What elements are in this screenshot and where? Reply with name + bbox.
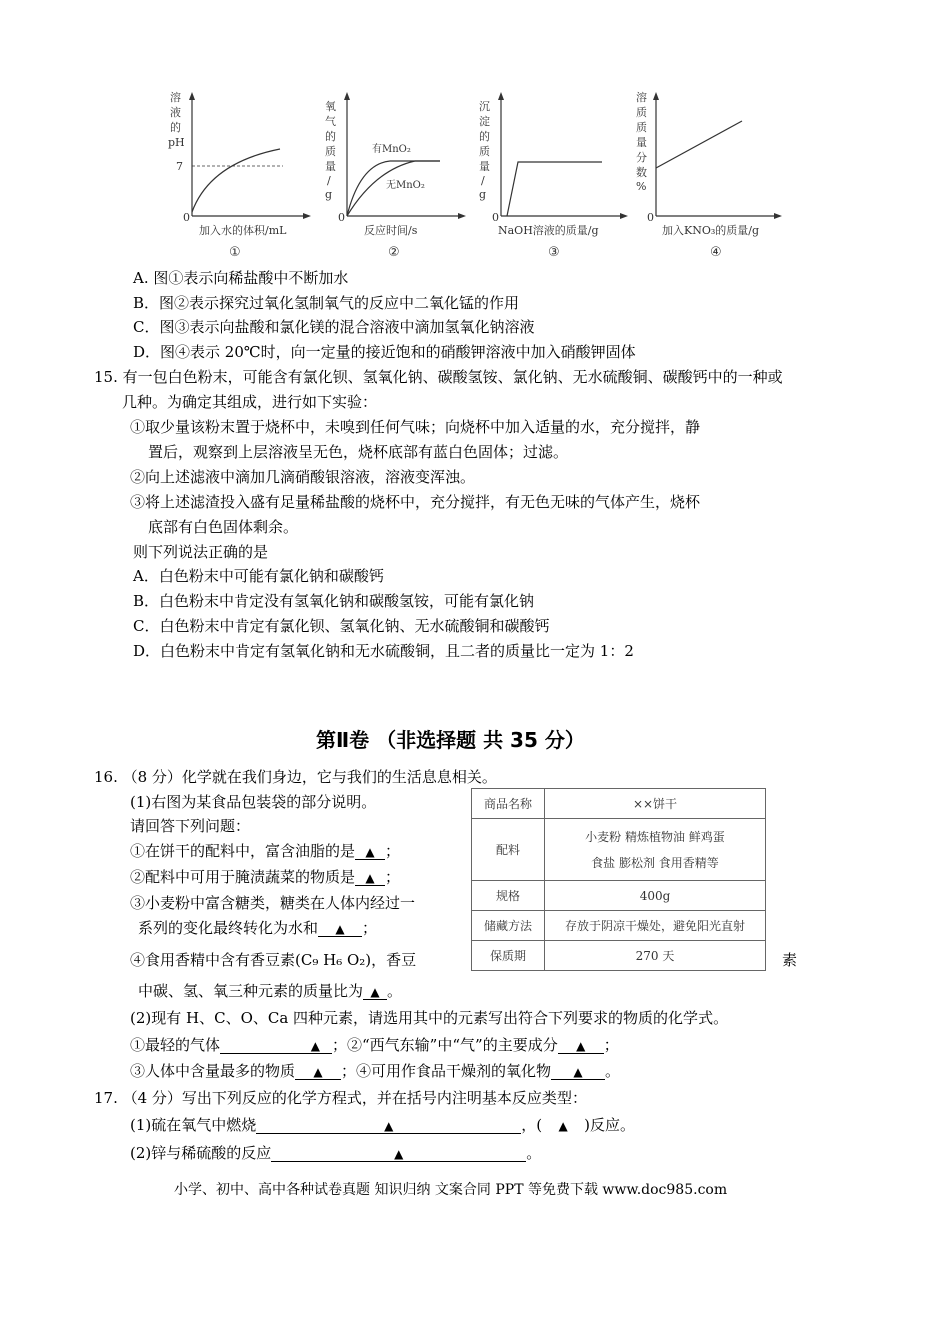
label-key: 储藏方法	[472, 911, 545, 941]
q16-a3-text: 系列的变化最终转化为水和	[138, 919, 319, 937]
fig2-x-arrow	[458, 213, 466, 219]
figure-3	[474, 88, 634, 263]
label-row-spec	[472, 881, 766, 911]
label-value-ingredients	[545, 819, 766, 881]
q16-b4-blank[interactable]	[551, 1064, 605, 1080]
fig1-ylabel-2: 的	[170, 121, 181, 134]
label-ingredients-line2: 食盐 膨松剂 食用香精等	[591, 855, 719, 870]
fig4-xlabel: 加入KNO₃的质量/g	[662, 224, 760, 237]
label-key: 保质期	[472, 941, 545, 971]
blank-marker: ▲	[573, 1065, 583, 1079]
q17-r1-paren-close: )反应。	[584, 1116, 635, 1134]
fig4-ylabel-2: 质	[636, 121, 647, 134]
fig3-line	[507, 162, 602, 216]
q14-option-d: D．图④表示 20℃时，向一定量的接近饱和的硝酸钾溶液中加入硝酸钾固体	[133, 343, 636, 361]
period: 。	[526, 1144, 542, 1162]
q16-b1-blank[interactable]	[220, 1038, 332, 1054]
fig4-y-arrow	[653, 92, 659, 100]
q16-answer-4-tail: 素	[782, 951, 798, 969]
fig2-label-with-mno2: 有MnO₂	[372, 144, 411, 155]
label-value: 270 天	[545, 941, 766, 971]
q17-intro: 17. （4 分）写出下列反应的化学方程式，并在括号内注明基本反应类型：	[94, 1089, 587, 1107]
q16-a4-text: 中碳、氢、氧三种元素的质量比为	[138, 982, 364, 1000]
fig2-y-arrow	[344, 92, 350, 100]
q15-step3b: 底部有白色固体剩余。	[148, 518, 299, 536]
fig1-curve	[192, 149, 280, 212]
fig2-ylabel-4: 量	[325, 160, 336, 173]
q17-r1-blank[interactable]	[256, 1118, 521, 1134]
q16-answer-2	[130, 870, 400, 886]
fig1-ylabel-1: 液	[170, 106, 181, 119]
fig4-ylabel-3: 量	[636, 136, 647, 149]
fig2-ylabel-1: 气	[325, 115, 336, 128]
fig2-ylabel-3: 质	[325, 145, 336, 158]
fig4-x-arrow	[774, 213, 782, 219]
fig3-ylabel-2: 的	[479, 130, 490, 143]
label-value: ××饼干	[545, 789, 766, 819]
label-key: 商品名称	[472, 789, 545, 819]
label-row-ingredients	[472, 819, 766, 881]
q15-option-b: B．白色粉末中肯定没有氢氧化钠和碳酸氢铵，可能有氯化钠	[133, 592, 535, 610]
fig1-number: ①	[229, 245, 241, 260]
q16-answer-4a: ④食用香精中含有香豆素(C₉ H₆ O₂)，香豆	[130, 951, 417, 969]
q17-r1-text: (1)硫在氧气中燃烧	[130, 1116, 257, 1134]
fig2-label-without-mno2: 无MnO₂	[386, 180, 425, 191]
fig1-origin: 0	[183, 211, 190, 224]
q16-answer-4b	[138, 984, 402, 1000]
q15-option-c: C．白色粉末中肯定有氯化钡、氢氧化钠、无水硫酸铜和碳酸钙	[133, 617, 550, 635]
q16-part2: (2)现有 H、C、O、Ca 四种元素，请选用其中的元素写出符合下列要求的物质的化学式。	[130, 1009, 729, 1027]
label-value: 存放于阴凉干燥处，避免阳光直射	[545, 911, 766, 941]
fig3-ylabel-6: g	[479, 188, 487, 201]
figure-2	[320, 88, 470, 263]
fig3-ylabel-1: 淀	[479, 115, 490, 128]
fig4-number: ④	[710, 245, 722, 260]
q15-option-a: A．白色粉末中可能有氯化钠和碳酸钙	[133, 567, 384, 585]
q16-b2-text: ；②“西气东输”中“气”的主要成分	[332, 1036, 558, 1054]
q14-option-c: C．图③表示向盐酸和氯化镁的混合溶液中滴加氢氧化钠溶液	[133, 318, 535, 336]
fig3-y-arrow	[498, 92, 504, 100]
q15-step1a: ①取少量该粉末置于烧杯中，未嗅到任何气味；向烧杯中加入适量的水，充分搅拌，静	[130, 418, 701, 436]
fig2-ylabel-6: g	[325, 188, 333, 201]
q15-step2: ②向上述滤液中滴加几滴硝酸银溶液，溶液变浑浊。	[130, 468, 476, 486]
q16-part1: (1)右图为某食品包装袋的部分说明。	[130, 793, 377, 811]
q16-a4-blank[interactable]	[363, 984, 387, 1000]
label-key: 配料	[472, 819, 545, 881]
q16-part2-line1	[130, 1038, 619, 1054]
q17-r1-paren-open: ，(	[521, 1116, 543, 1134]
q17-r2-blank[interactable]	[271, 1146, 526, 1162]
q16-a3-blank[interactable]	[318, 921, 362, 937]
fig4-ylabel-0: 溶	[636, 91, 647, 104]
q15-step3a: ③将上述滤渣投入盛有足量稀盐酸的烧杯中，充分搅拌，有无色无味的气体产生，烧杯	[130, 493, 701, 511]
q17-r1-type-blank[interactable]	[542, 1118, 584, 1133]
blank-marker: ▲	[384, 1119, 394, 1133]
q16-part1-prompt: 请回答下列问题：	[130, 817, 251, 835]
q17-r2-text: (2)锌与稀硫酸的反应	[130, 1144, 272, 1162]
fig3-ylabel-4: 量	[479, 160, 490, 173]
semicolon: ；	[385, 868, 401, 886]
fig4-line	[656, 121, 742, 168]
fig2-origin: 0	[338, 211, 345, 224]
fig1-ylabel-3: pH	[168, 136, 185, 149]
q14-option-a: A. 图①表示向稀盐酸中不断加水	[133, 269, 349, 287]
blank-marker: ▲	[365, 845, 375, 859]
q16-b4-text: ；④可用作食品干燥剂的氧化物	[341, 1062, 552, 1080]
fig1-y-arrow	[189, 92, 195, 100]
fig4-ylabel-5: 数	[636, 166, 647, 179]
q16-b2-blank[interactable]	[558, 1038, 604, 1054]
q16-b3-blank[interactable]	[295, 1064, 341, 1080]
label-row-name	[472, 789, 766, 819]
fig3-number: ③	[548, 245, 560, 260]
blank-marker: ▲	[365, 871, 375, 885]
q16-answer-3b	[138, 921, 377, 937]
food-label-table	[471, 788, 766, 971]
q16-answer-1	[130, 844, 400, 860]
q16-a1-text: ①在饼干的配料中，富含油脂的是	[130, 842, 356, 860]
semicolon: ；	[385, 842, 401, 860]
fig4-ylabel-1: 质	[636, 106, 647, 119]
blank-marker: ▲	[335, 922, 345, 936]
fig1-ylabel-0: 溶	[170, 91, 181, 104]
section-title: 第Ⅱ卷 （非选择题 共 35 分）	[316, 728, 585, 752]
fig2-ylabel-5: /	[327, 174, 331, 187]
blank-marker: ▲	[576, 1039, 586, 1053]
fig1-x-arrow	[303, 213, 311, 219]
fig4-ylabel-6: %	[636, 180, 647, 193]
fig4-origin: 0	[647, 211, 654, 224]
footer[interactable]: 小学、初中、高中各种试卷真题 知识归纳 文案合同 PPT 等免费下载 www.doc985.com	[174, 1182, 728, 1198]
fig3-ylabel-3: 质	[479, 145, 490, 158]
q16-part2-line2	[130, 1064, 620, 1080]
label-value: 400g	[545, 881, 766, 911]
fig3-xlabel: NaOH溶液的质量/g	[498, 224, 599, 237]
q16-intro: 16. （8 分）化学就在我们身边，它与我们的生活息息相关。	[94, 768, 497, 786]
q16-b1-text: ①最轻的气体	[130, 1036, 221, 1054]
semicolon: ；	[362, 919, 378, 937]
label-row-shelf-life	[472, 941, 766, 971]
q15-step1b: 置后，观察到上层溶液呈无色，烧杯底部有蓝白色固体；过滤。	[148, 443, 569, 461]
blank-marker: ▲	[370, 985, 380, 999]
q16-a1-blank[interactable]	[355, 844, 385, 860]
fig3-ylabel-5: /	[481, 174, 485, 187]
q16-b3-text: ③人体中含量最多的物质	[130, 1062, 296, 1080]
fig2-xlabel: 反应时间/s	[364, 224, 418, 237]
label-row-storage	[472, 911, 766, 941]
figure-4	[630, 88, 790, 263]
q14-option-b: B．图②表示探究过氧化氢制氧气的反应中二氧化锰的作用	[133, 294, 520, 312]
fig3-x-arrow	[620, 213, 628, 219]
blank-marker: ▲	[394, 1147, 404, 1161]
q16-a2-text: ②配料中可用于腌渍蔬菜的物质是	[130, 868, 356, 886]
period: 。	[387, 982, 403, 1000]
fig2-number: ②	[388, 245, 400, 260]
blank-marker: ▲	[310, 1039, 321, 1053]
blank-marker: ▲	[313, 1065, 323, 1079]
period: 。	[605, 1062, 621, 1080]
q15-line1: 15. 有一包白色粉末，可能含有氯化钡、氢氧化钠、碳酸氢铵、氯化钠、无水硫酸铜、碳酸钙中的一种或	[94, 368, 783, 386]
fig2-ylabel-2: 的	[325, 130, 336, 143]
label-key: 规格	[472, 881, 545, 911]
blank-marker: ▲	[558, 1119, 568, 1133]
q15-option-d: D．白色粉末中肯定有氢氧化钠和无水硫酸铜，且二者的质量比一定为 1：2	[133, 642, 634, 660]
q17-reaction-1	[130, 1118, 635, 1134]
fig3-ylabel-0: 沉	[479, 100, 490, 113]
semicolon: ；	[603, 1036, 619, 1054]
q16-answer-3a: ③小麦粉中富含糖类，糖类在人体内经过一	[130, 894, 416, 912]
q15-question: 则下列说法正确的是	[133, 543, 269, 561]
q16-a2-blank[interactable]	[355, 870, 385, 886]
fig1-y-tick: 7	[176, 160, 183, 173]
fig2-ylabel-0: 氧	[325, 100, 336, 113]
label-ingredients-line1: 小麦粉 精炼植物油 鲜鸡蛋	[585, 829, 725, 844]
q15-line2: 几种。为确定其组成，进行如下实验：	[122, 393, 378, 411]
figure-1	[165, 88, 315, 263]
fig1-xlabel: 加入水的体积/mL	[199, 224, 287, 237]
fig3-origin: 0	[492, 211, 499, 224]
fig4-ylabel-4: 分	[636, 151, 647, 164]
q17-reaction-2	[130, 1146, 541, 1162]
